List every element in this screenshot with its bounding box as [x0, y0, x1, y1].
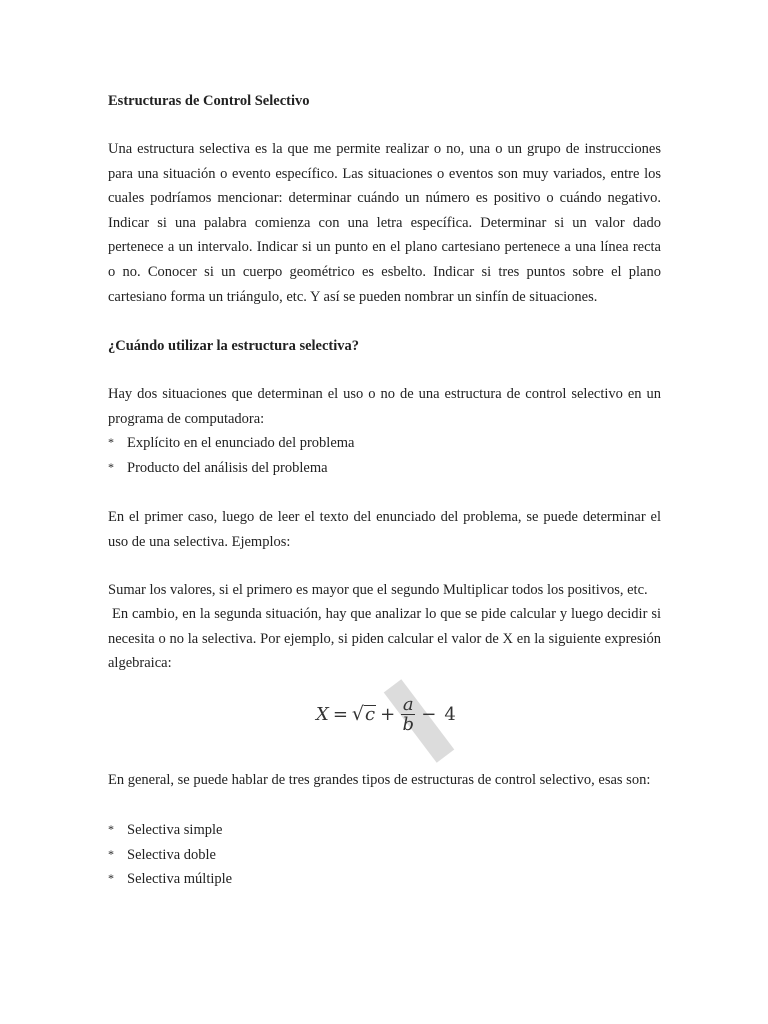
bullet-mark: *: [108, 435, 114, 449]
second-case-line: algebraica:: [108, 655, 172, 672]
list-item-text: Selectiva simple: [127, 822, 223, 838]
bullet-mark: *: [108, 846, 114, 861]
general-line: En general, se puede hablar de tres grandes tipos de estructuras de control selectivo, esas son:: [108, 772, 651, 788]
types-bullet-list: [108, 818, 661, 892]
second-case-line: necesita o no la selectiva. Por ejemplo, si piden calcular el valor de X en la siguiente expresión: [108, 630, 661, 647]
intro-line: recta o no. Conocer si un cuerpo geométrico es esbelto. Indicar si tres puntos sobre el plano: [108, 239, 661, 280]
list-item: [108, 867, 661, 892]
bullet-mark: *: [108, 822, 114, 836]
intro-line: cuándo negativo. Indicar si una palabra comienza con una letra específica. Determinar si un: [108, 190, 662, 231]
formula-denominator: b: [402, 713, 414, 735]
formula-expression: [316, 691, 460, 737]
list-item-text: Selectiva múltiple: [127, 871, 233, 888]
bullet-mark: *: [108, 871, 114, 886]
list-item-text: Producto del análisis del problema: [127, 459, 328, 476]
intro-line: cartesiano forma un triángulo, etc. Y así se pueden nombrar un sinfín de situaciones.: [108, 288, 598, 305]
algebraic-formula: [316, 683, 466, 745]
intro-paragraph: [108, 137, 661, 309]
list-item: [108, 431, 661, 456]
examples-line: Sumar los valores, si el primero es mayor que el segundo Multiplicar todos los positivos, etc.: [108, 582, 648, 598]
usage-line: Hay dos situaciones que determinan el uso o no de una estructura de control selectivo en un: [108, 386, 661, 402]
usage-line: programa de computadora:: [108, 410, 265, 427]
formula-minus: −: [421, 703, 437, 725]
intro-line: valor dado pertenece a un intervalo. Indicar si un punto en el plano cartesiano pertenece a una línea: [108, 214, 662, 256]
formula-constant: 4: [444, 703, 456, 725]
formula-plus: +: [380, 703, 396, 725]
list-item-text: Explícito en el enunciado del problema: [127, 435, 355, 451]
document-title: Estructuras de Control Selectivo: [108, 93, 310, 109]
formula-equals: =: [332, 703, 348, 725]
usage-paragraph: [108, 382, 661, 431]
first-case-line: En el primer caso, luego de leer el texto del enunciado del problema, se puede determinar el: [108, 509, 661, 525]
intro-line: Una estructura selectiva es la que me permite realizar o no, una o un grupo de: [108, 141, 580, 157]
formula-numerator: a: [402, 693, 414, 715]
second-case-paragraph: [108, 602, 661, 676]
intro-line: variados, entre los cuales podríamos mencionar: determinar cuándo un número es positivo o: [108, 165, 661, 207]
intro-line: instrucciones para una situación o evento específico. Las situaciones o eventos son muy: [108, 141, 661, 182]
formula-radical-sign: √: [351, 703, 365, 725]
second-case-line: En cambio, en la segunda situación, hay que analizar lo que se pide calcular y luego decidir si: [112, 606, 661, 622]
list-item-text: Selectiva doble: [127, 846, 216, 863]
formula-radicand: c: [365, 703, 376, 725]
first-case-paragraph: [108, 505, 661, 554]
bullet-mark: *: [108, 459, 114, 474]
formula-fraction: [401, 695, 415, 734]
question-heading: ¿Cuándo utilizar la estructura selectiva?: [108, 338, 360, 354]
usage-bullet-list: [108, 431, 661, 480]
list-item: [108, 843, 661, 868]
formula-lhs: X: [316, 703, 329, 725]
list-item: [108, 818, 661, 843]
first-case-line: uso de una selectiva. Ejemplos:: [108, 533, 291, 550]
list-item: [108, 456, 661, 481]
